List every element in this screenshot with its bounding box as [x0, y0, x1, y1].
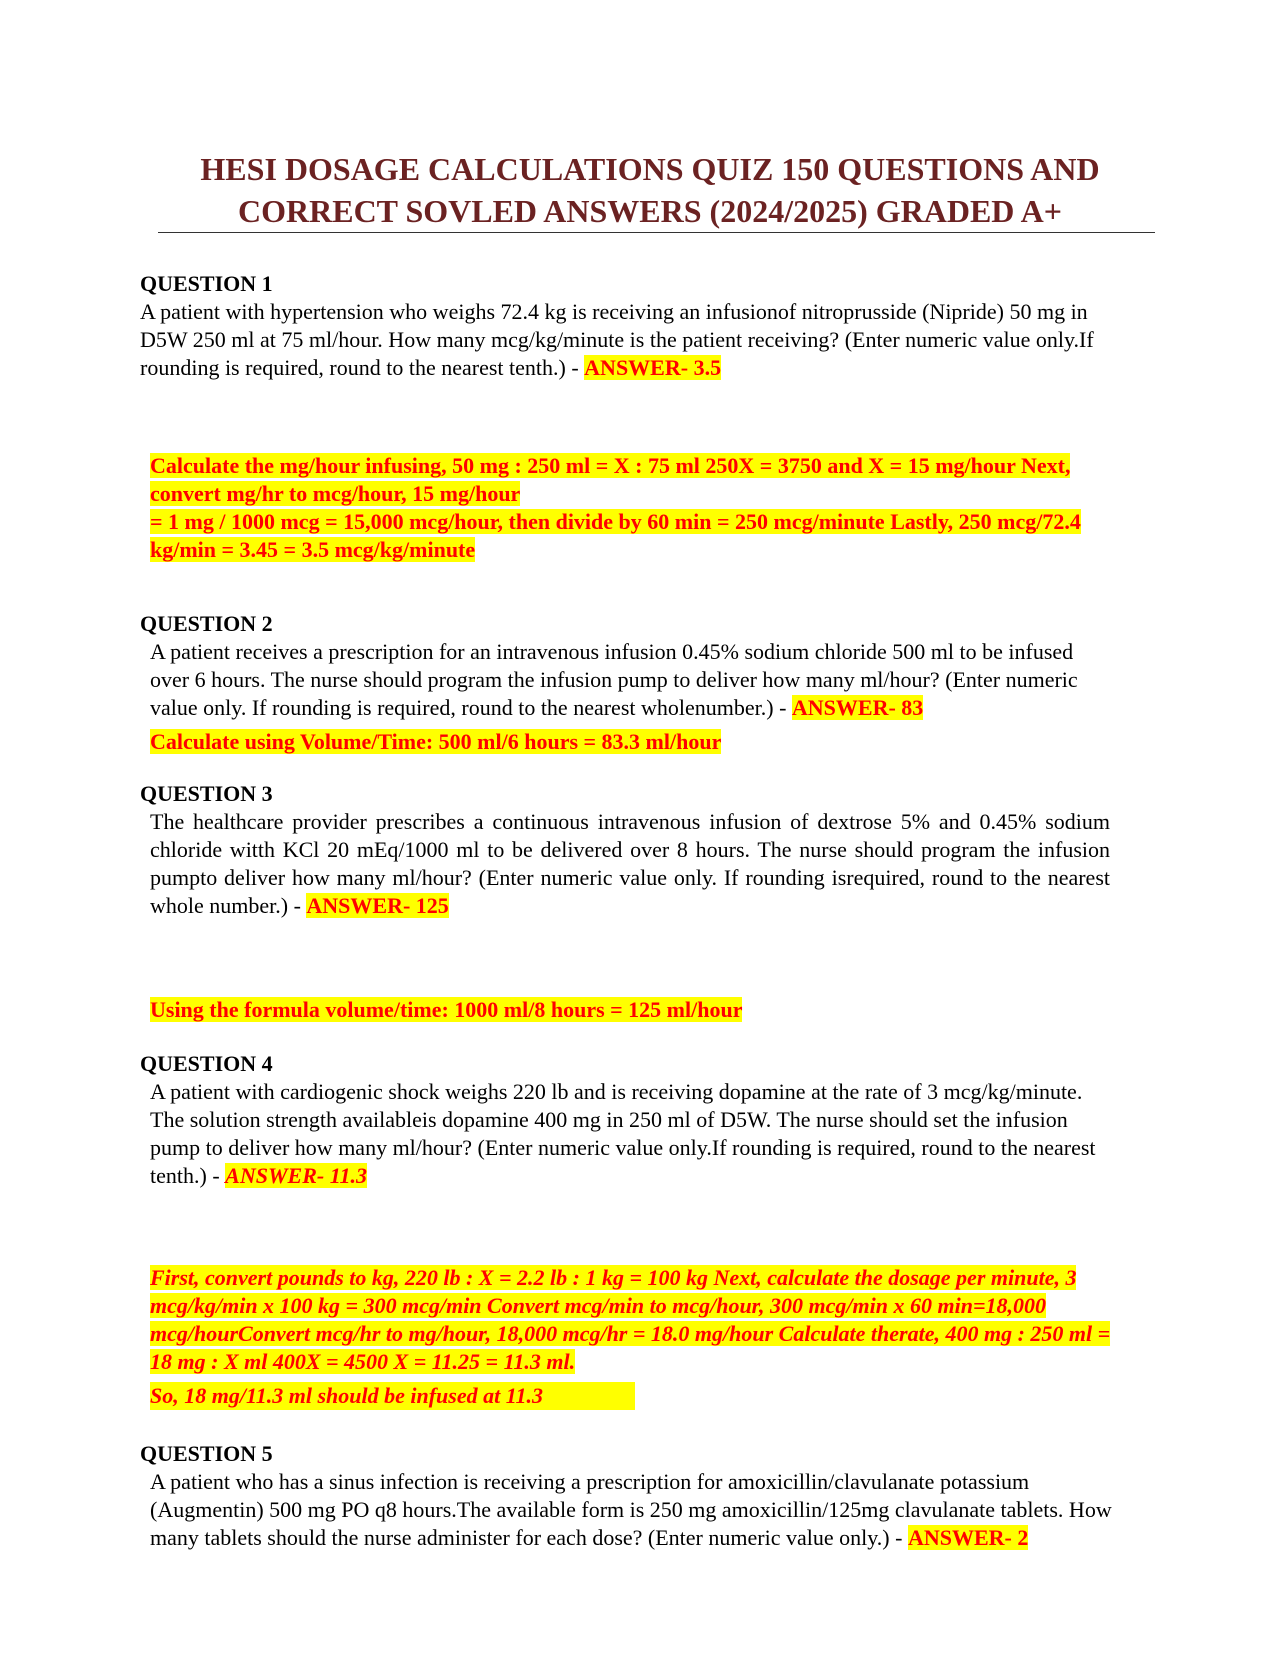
- question-5-answer: ANSWER- 2: [907, 1525, 1029, 1550]
- document-title: [150, 148, 1150, 232]
- question-3-explanation-part-1: Using the formula volume/time: 1000 ml/8 hours = 125 ml/hour: [150, 997, 743, 1022]
- question-4-heading: QUESTION 4: [140, 1051, 273, 1076]
- question-3-heading: QUESTION 3: [140, 781, 273, 806]
- question-5-prompt: A patient who has a sinus infection is receiving a prescription for amoxicillin/clavulanate potassium (Augmentin) 500 mg PO q8 hours.The available form is 250 mg amoxicillin/125mg clavulanate tablets. How many tablets should the nurse administer for each dose? (Enter numeric value only.) -: [150, 1469, 1112, 1550]
- question-4-prompt: A patient with cardiogenic shock weighs 220 lb and is receiving dopamine at the rate of 3 mcg/kg/minute. The solution strength availableis dopamine 400 mg in 250 ml of D5W. The nurse should set the infusion pump to deliver how many ml/hour? (Enter numeric value only.If rounding is required, round to the nearest tenth.) -: [150, 1079, 1096, 1188]
- question-2-text: [150, 638, 1115, 722]
- question-1-explanation-part-1: Calculate the mg/hour infusing, 50 mg : 250 ml = X : 75 ml 250X = 3750 and X = 15 mg/hour Next, convert mg/hr to mcg/hour, 15 mg/hour: [150, 453, 1071, 506]
- question-5-text: [150, 1468, 1125, 1552]
- question-1-answer: ANSWER- 3.5: [584, 355, 722, 380]
- question-2-explanation: [150, 728, 721, 756]
- question-4-text: [150, 1078, 1120, 1190]
- question-2-answer: ANSWER- 83: [791, 695, 924, 720]
- question-4-explanation: [150, 1264, 1130, 1376]
- question-1-explanation: [150, 452, 1110, 564]
- title-line-2: CORRECT SOVLED ANSWERS (2024/2025) GRADED A+: [238, 193, 1062, 229]
- question-3-explanation: [150, 996, 742, 1024]
- title-divider: [158, 232, 1155, 233]
- question-1-heading: QUESTION 1: [140, 271, 273, 296]
- question-5-heading: QUESTION 5: [140, 1441, 273, 1466]
- question-2-explanation-part-1: Calculate using Volume/Time: 500 ml/6 hours = 83.3 ml/hour: [150, 729, 722, 754]
- title-line-1: HESI DOSAGE CALCULATIONS QUIZ 150 QUESTIONS AND: [200, 151, 1100, 187]
- question-1-explanation-part-2: = 1 mg / 1000 mcg = 15,000 mcg/hour, then divide by 60 min = 250 mcg/minute Lastly, 250 mcg/72.4 kg/min = 3.45 = 3.5 mcg/kg/minute: [150, 509, 1081, 562]
- question-2-prompt: A patient receives a prescription for an intravenous infusion 0.45% sodium chloride 500 ml to be infused over 6 hours. The nurse should program the infusion pump to deliver how many ml/hour? (Enter numeric value only. If rounding is required, round to the nearest wholenumber.) -: [150, 639, 1078, 720]
- question-4-explanation-followup: [150, 1382, 635, 1410]
- question-4-explanation-part-1: First, convert pounds to kg, 220 lb : X = 2.2 lb : 1 kg = 100 kg Next, calculate the dosage per minute, 3 mcg/kg/min x 100 kg = 300 mcg/min Convert mcg/min to mcg/hour, 300 mcg/min x 60 min=18,000 mcg/hourConvert mcg/hr to mg/hour, 18,000 mcg/hr = 18.0 mg/hour Calculate therate, 400 mg : 250 ml = 18 mg : X ml 400X = 4500 X = 11.25 = 11.3 ml.: [150, 1265, 1111, 1374]
- question-3-prompt: The healthcare provider prescribes a continuous intravenous infusion of dextrose 5% and 0.45% sodium chloride witth KCl 20 mEq/1000 ml to be delivered over 8 hours. The nurse should program the infusion pumpto deliver how many ml/hour? (Enter numeric value only. If rounding isrequired, round to the nearest whole number.) -: [150, 809, 1110, 918]
- question-3-text: [150, 808, 1110, 920]
- question-2-heading: QUESTION 2: [140, 611, 273, 636]
- question-1-text: [140, 298, 1140, 382]
- question-4-answer: ANSWER- 11.3: [225, 1163, 367, 1188]
- question-3-answer: ANSWER- 125: [306, 893, 449, 918]
- question-1-prompt: A patient with hypertension who weighs 72.4 kg is receiving an infusionof nitroprusside (Nipride) 50 mg in D5W 250 ml at 75 ml/hour. How many mcg/kg/minute is the patient receiving? (Enter numeric value only.If rounding is required, round to the nearest tenth.) -: [140, 299, 1094, 380]
- question-4-explanation-part-2: So, 18 mg/11.3 ml should be infused at 11.3: [150, 1382, 635, 1410]
